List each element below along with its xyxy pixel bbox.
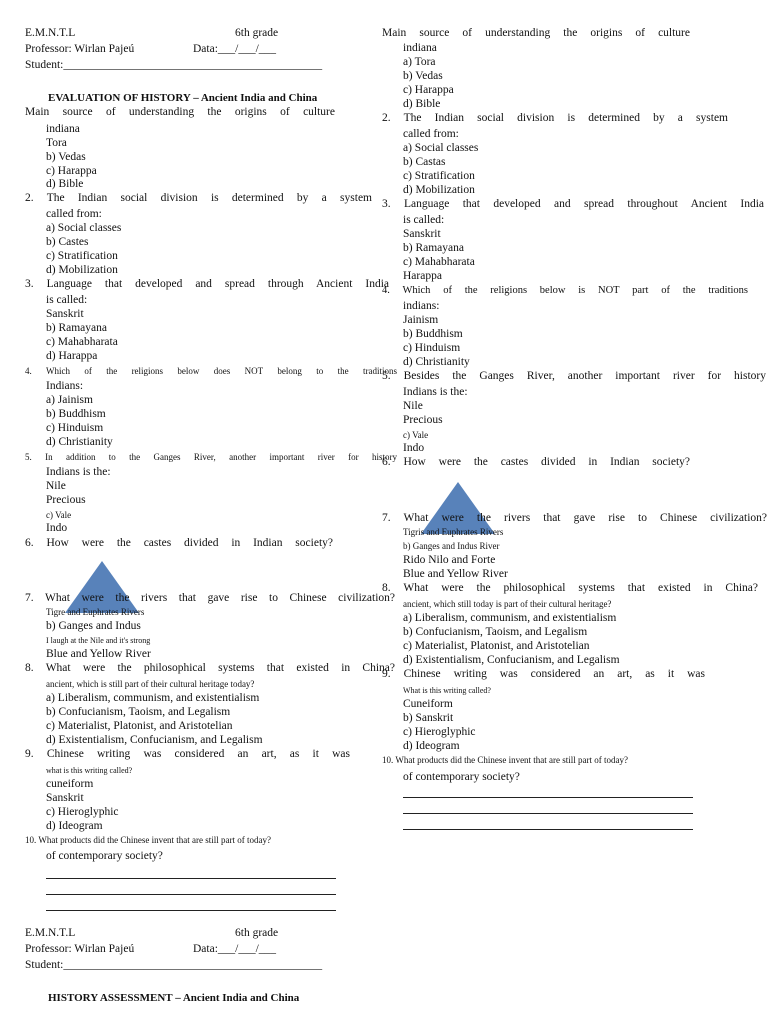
answer-line xyxy=(403,813,693,814)
question-10-stem: 10. What products did the Chinese invent that are still part of today? xyxy=(382,755,629,765)
answer-line xyxy=(46,910,336,911)
date-field: Data:___/___/___ xyxy=(193,943,277,955)
question-7-stem: 7. What were the rivers that gave rise to Chinese civilization? xyxy=(25,592,395,604)
date-field: Data:___/___/___ xyxy=(193,43,277,55)
option-d: d) Bible xyxy=(403,98,441,110)
question-7-stem: 7. What were the rivers that gave rise to Chinese civilization? xyxy=(382,512,767,524)
option-a: cuneiform xyxy=(46,778,94,790)
option-c: c) Stratification xyxy=(46,250,118,262)
option-a: Nile xyxy=(46,480,66,492)
question-1-stem-cont: indiana xyxy=(46,123,80,135)
question-9-stem-cont: What is this writing called? xyxy=(403,686,491,695)
option-a: Nile xyxy=(403,400,423,412)
question-5-stem-cont: Indians is the: xyxy=(46,466,111,478)
option-b: b) Ramayana xyxy=(46,322,107,334)
option-c: c) Harappa xyxy=(403,84,454,96)
option-d: d) Mobilization xyxy=(403,184,475,196)
option-c: c) Hieroglyphic xyxy=(46,806,119,818)
student-field: Student:_____________________________________________ xyxy=(25,959,323,971)
option-c: c) Hinduism xyxy=(403,342,461,354)
option-b: b) Vedas xyxy=(403,70,443,82)
option-b: b) Sanskrit xyxy=(403,712,454,724)
option-b: b) Buddhism xyxy=(403,328,463,340)
option-a: a) Jainism xyxy=(46,394,93,406)
option-b: b) Castas xyxy=(403,156,446,168)
option-d: Blue and Yellow River xyxy=(46,648,151,660)
option-d: d) Existentialism, Confucianism, and Legalism xyxy=(403,654,620,666)
option-a: Tigre and Euphrates Rivers xyxy=(46,607,145,617)
question-8-stem: 8. What were the philosophical systems that existed in China? xyxy=(382,582,758,594)
option-d: Blue and Yellow River xyxy=(403,568,508,580)
question-5-stem: 5. In addition to the Ganges River, another important river for history xyxy=(25,452,397,462)
option-d: d) Christianity xyxy=(403,356,470,368)
option-a: Sanskrit xyxy=(46,308,84,320)
question-9-stem-cont: what is this writing called? xyxy=(46,766,133,775)
question-10-stem-cont: of contemporary society? xyxy=(46,850,163,862)
option-a: a) Tora xyxy=(403,56,436,68)
option-c: c) Materialist, Platonist, and Aristotelian xyxy=(403,640,590,652)
question-6-stem: 6. How were the castes divided in Indian society? xyxy=(382,456,690,468)
option-d: Indo xyxy=(403,442,425,454)
option-b: Precious xyxy=(46,494,86,506)
question-8-stem: 8. What were the philosophical systems that existed in China? xyxy=(25,662,395,674)
school-name: E.M.N.T.L xyxy=(25,27,76,39)
question-2-stem-cont: called from: xyxy=(403,128,459,140)
professor-name: Professor: Wirlan Pajeú xyxy=(25,43,135,55)
question-3-stem: 3. Language that developed and spread throughout Ancient India xyxy=(382,198,764,210)
option-a: Jainism xyxy=(403,314,439,326)
professor-name: Professor: Wirlan Pajeú xyxy=(25,943,135,955)
question-5-stem-cont: Indians is the: xyxy=(403,386,468,398)
option-d: d) Christianity xyxy=(46,436,113,448)
question-8-stem-cont: ancient, which still today is part of their cultural heritage? xyxy=(403,599,612,609)
question-8-stem-cont: ancient, which is still part of their cultural heritage today? xyxy=(46,679,255,689)
option-a: a) Social classes xyxy=(46,222,122,234)
question-3-stem: 3. Language that developed and spread through Ancient India xyxy=(25,278,389,290)
exam-title: EVALUATION OF HISTORY – Ancient India and China xyxy=(48,92,318,104)
option-c: c) Vale xyxy=(403,430,429,440)
option-a: Sanskrit xyxy=(403,228,441,240)
question-10-stem-cont: of contemporary society? xyxy=(403,771,520,783)
option-d: Indo xyxy=(46,522,68,534)
question-3-stem-cont: is called: xyxy=(403,214,445,226)
option-a: a) Liberalism, communism, and existentialism xyxy=(46,692,260,704)
option-b: b) Ganges and Indus xyxy=(46,620,141,632)
grade-label: 6th grade xyxy=(235,927,279,939)
question-4-stem: 4. Which of the religions below is NOT part of the traditions xyxy=(382,285,748,296)
option-d: d) Bible xyxy=(46,178,84,190)
question-4-stem: 4. Which of the religions below does NOT belong to the traditions xyxy=(25,366,397,376)
option-c: Rido Nilo and Forte xyxy=(403,554,496,566)
option-b: b) Ganges and Indus River xyxy=(403,541,500,551)
question-4-stem-cont: Indians: xyxy=(46,380,84,392)
assessment-title: HISTORY ASSESSMENT – Ancient India and China xyxy=(48,992,300,1004)
question-1-stem: Main source of understanding the origins of culture xyxy=(25,106,335,118)
option-d: d) Mobilization xyxy=(46,264,118,276)
answer-line xyxy=(46,894,336,895)
option-c: c) Stratification xyxy=(403,170,475,182)
option-a: Cuneiform xyxy=(403,698,453,710)
option-b: Precious xyxy=(403,414,443,426)
option-b: b) Confucianism, Taoism, and Legalism xyxy=(403,626,588,638)
option-c: I laugh at the Nile and it's strong xyxy=(46,636,151,645)
option-b: b) Vedas xyxy=(46,151,86,163)
question-1-stem: Main source of understanding the origins of culture xyxy=(382,27,690,39)
question-1-stem-cont: indiana xyxy=(403,42,437,54)
question-2-stem-cont: called from: xyxy=(46,208,102,220)
option-b: b) Buddhism xyxy=(46,408,106,420)
question-10-stem: 10. What products did the Chinese invent that are still part of today? xyxy=(25,835,272,845)
question-6-stem: 6. How were the castes divided in Indian society? xyxy=(25,537,333,549)
option-c: c) Harappa xyxy=(46,165,97,177)
question-2-stem: 2. The Indian social division is determined by a system xyxy=(382,112,728,124)
option-c: c) Materialist, Platonist, and Aristotelian xyxy=(46,720,233,732)
answer-line xyxy=(403,829,693,830)
question-9-stem: 9. Chinese writing was considered an art, as it was xyxy=(25,748,350,760)
question-2-stem: 2. The Indian social division is determined by a system xyxy=(25,192,372,204)
answer-line xyxy=(46,878,336,879)
option-d: d) Ideogram xyxy=(46,820,103,832)
option-a: Tora xyxy=(46,137,67,149)
question-5-stem: 5. Besides the Ganges River, another important river for history xyxy=(382,370,766,382)
student-field: Student:_____________________________________________ xyxy=(25,59,323,71)
school-name: E.M.N.T.L xyxy=(25,927,76,939)
option-a: a) Liberalism, communism, and existentialism xyxy=(403,612,617,624)
option-a: a) Social classes xyxy=(403,142,479,154)
option-b: b) Confucianism, Taoism, and Legalism xyxy=(46,706,231,718)
option-b: Sanskrit xyxy=(46,792,84,804)
option-d: d) Harappa xyxy=(46,350,98,362)
option-c: c) Vale xyxy=(46,510,72,520)
option-d: Harappa xyxy=(403,270,442,282)
grade-label: 6th grade xyxy=(235,27,279,39)
option-c: c) Hinduism xyxy=(46,422,104,434)
answer-line xyxy=(403,797,693,798)
option-d: d) Existentialism, Confucianism, and Legalism xyxy=(46,734,263,746)
option-b: b) Ramayana xyxy=(403,242,464,254)
option-c: c) Mahabharata xyxy=(46,336,118,348)
question-4-stem-cont: indians: xyxy=(403,300,440,312)
option-a: Tigris and Euphrates Rivers xyxy=(403,527,504,537)
option-c: c) Hieroglyphic xyxy=(403,726,476,738)
option-d: d) Ideogram xyxy=(403,740,460,752)
question-3-stem-cont: is called: xyxy=(46,294,88,306)
option-b: b) Castes xyxy=(46,236,89,248)
question-9-stem: 9. Chinese writing was considered an art, as it was xyxy=(382,668,705,680)
option-c: c) Mahabharata xyxy=(403,256,475,268)
